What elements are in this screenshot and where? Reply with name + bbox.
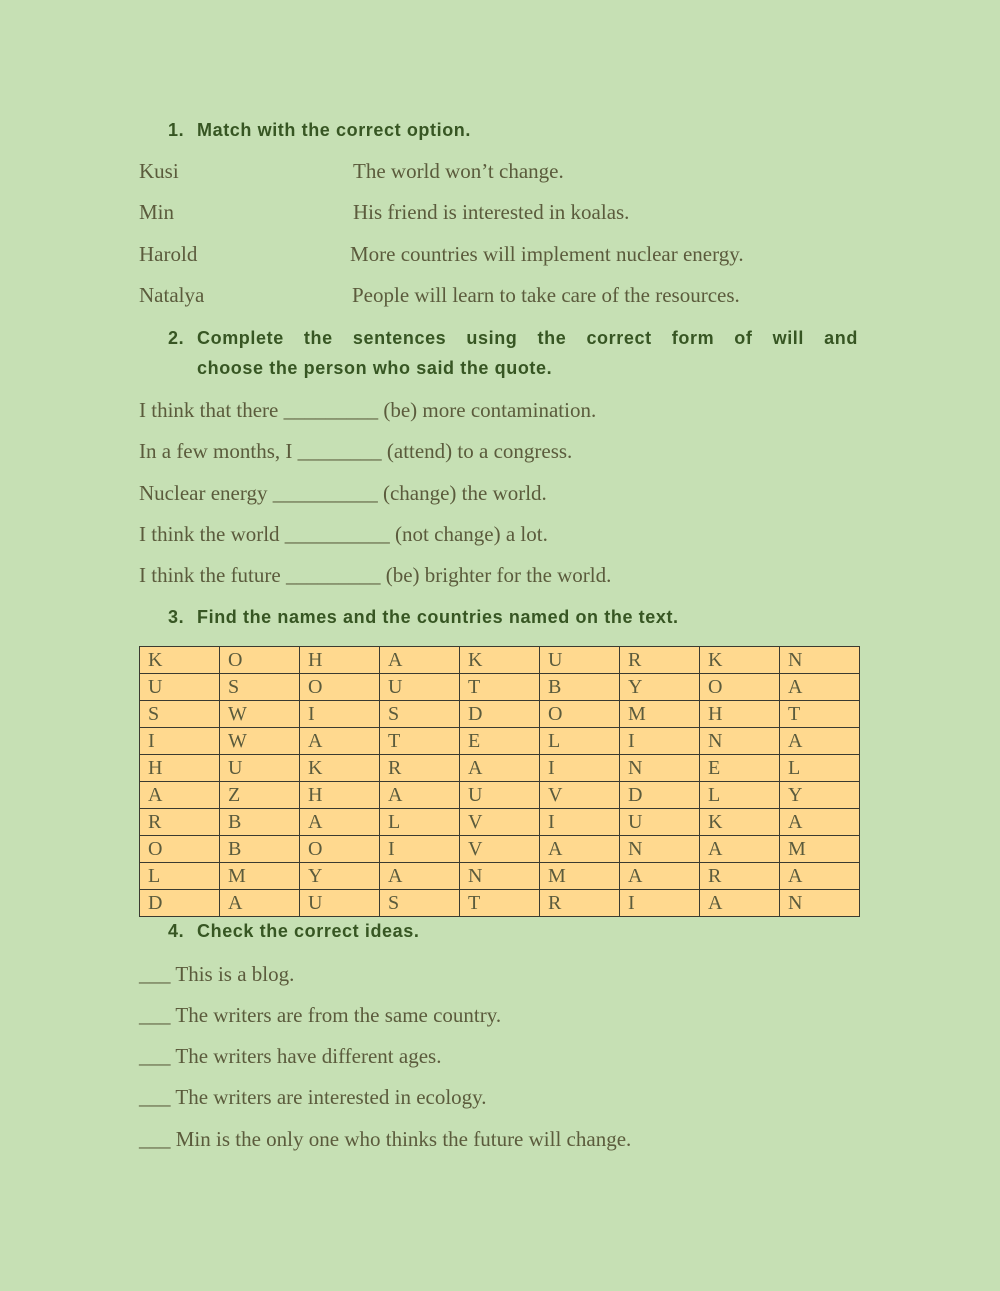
grid-cell[interactable]: O [700, 674, 780, 701]
grid-cell[interactable]: K [700, 809, 780, 836]
section-2-title-line-2: choose the person who said the quote. [197, 358, 553, 378]
grid-cell[interactable]: W [220, 728, 300, 755]
grid-cell[interactable]: U [300, 890, 380, 917]
grid-cell[interactable]: S [140, 701, 220, 728]
grid-cell[interactable]: Z [220, 782, 300, 809]
grid-cell[interactable]: Y [620, 674, 700, 701]
grid-cell[interactable]: U [140, 674, 220, 701]
grid-cell[interactable]: B [220, 836, 300, 863]
grid-cell[interactable]: K [300, 755, 380, 782]
grid-row [140, 647, 860, 674]
grid-cell[interactable]: A [380, 863, 460, 890]
grid-cell[interactable]: U [380, 674, 460, 701]
title-word: sentences [352, 328, 447, 348]
grid-cell[interactable]: L [140, 863, 220, 890]
grid-cell[interactable]: N [460, 863, 540, 890]
grid-cell[interactable]: M [780, 836, 860, 863]
grid-cell[interactable]: I [380, 836, 460, 863]
grid-cell[interactable]: A [780, 728, 860, 755]
check-item [139, 961, 294, 987]
grid-cell[interactable]: E [460, 728, 540, 755]
title-word: Complete [197, 328, 284, 348]
title-word: the [303, 328, 333, 348]
grid-row [140, 836, 860, 863]
check-item [139, 1043, 441, 1069]
grid-cell[interactable]: V [460, 809, 540, 836]
section-2-number: 2. [168, 328, 185, 348]
title-word: and [824, 328, 858, 348]
grid-cell[interactable]: S [220, 674, 300, 701]
grid-cell[interactable]: I [620, 890, 700, 917]
check-blank[interactable]: ___ [139, 1003, 171, 1027]
grid-cell[interactable]: A [220, 890, 300, 917]
section-3-title: Find the names and the countries named on the text. [197, 607, 679, 627]
grid-cell[interactable]: T [780, 701, 860, 728]
grid-cell[interactable]: B [540, 674, 620, 701]
match-name: Harold [139, 242, 198, 266]
grid-cell[interactable]: D [620, 782, 700, 809]
grid-cell[interactable]: H [300, 647, 380, 674]
check-blank[interactable]: ___ [139, 962, 171, 986]
grid-cell[interactable]: O [300, 836, 380, 863]
grid-cell[interactable]: R [700, 863, 780, 890]
grid-cell[interactable]: L [380, 809, 460, 836]
grid-cell[interactable]: O [140, 836, 220, 863]
title-word: form [671, 328, 715, 348]
grid-cell[interactable]: Y [780, 782, 860, 809]
sentence: I think the future _________ (be) brighter for the world. [139, 563, 612, 587]
grid-row [140, 782, 860, 809]
grid-cell[interactable]: W [220, 701, 300, 728]
grid-cell[interactable]: A [700, 836, 780, 863]
title-word: of [734, 328, 753, 348]
grid-cell[interactable]: D [140, 890, 220, 917]
grid-cell[interactable]: O [540, 701, 620, 728]
title-word: correct [586, 328, 652, 348]
section-1-title: Match with the correct option. [197, 120, 472, 140]
grid-cell[interactable]: A [620, 863, 700, 890]
grid-cell[interactable]: U [540, 647, 620, 674]
grid-cell[interactable]: S [380, 890, 460, 917]
grid-cell[interactable]: L [780, 755, 860, 782]
grid-cell[interactable]: A [700, 890, 780, 917]
grid-cell[interactable]: N [620, 836, 700, 863]
grid-row [140, 755, 860, 782]
grid-cell[interactable]: T [380, 728, 460, 755]
grid-cell[interactable]: I [540, 809, 620, 836]
check-blank[interactable]: ___ [139, 1085, 171, 1109]
check-item-text: Min is the only one who thinks the future will change. [175, 1127, 632, 1151]
section-4-number: 4. [168, 921, 185, 941]
section-3-number: 3. [168, 607, 185, 627]
grid-row [140, 674, 860, 701]
grid-cell[interactable]: A [380, 647, 460, 674]
grid-cell[interactable]: I [140, 728, 220, 755]
grid-cell[interactable]: A [140, 782, 220, 809]
check-item-text: The writers are interested in ecology. [175, 1085, 487, 1109]
match-name: Natalya [139, 283, 205, 307]
grid-cell[interactable]: M [620, 701, 700, 728]
grid-cell[interactable]: M [220, 863, 300, 890]
match-option: People will learn to take care of the resources. [352, 283, 740, 307]
match-option: The world won’t change. [353, 159, 564, 183]
grid-cell[interactable]: E [700, 755, 780, 782]
grid-cell[interactable]: U [620, 809, 700, 836]
check-item-text: The writers are from the same country. [175, 1003, 502, 1027]
grid-cell[interactable]: D [460, 701, 540, 728]
section-3-heading [168, 602, 679, 632]
grid-cell[interactable]: A [380, 782, 460, 809]
match-name: Min [139, 200, 175, 224]
grid-cell[interactable]: K [460, 647, 540, 674]
check-blank[interactable]: ___ [139, 1127, 171, 1151]
grid-cell[interactable]: I [540, 755, 620, 782]
grid-cell[interactable]: V [460, 836, 540, 863]
match-name: Kusi [139, 159, 179, 183]
grid-cell[interactable]: H [140, 755, 220, 782]
grid-cell[interactable]: H [700, 701, 780, 728]
section-2-heading [168, 323, 858, 383]
grid-cell[interactable]: A [300, 809, 380, 836]
section-1-heading [168, 115, 471, 145]
title-word: the [537, 328, 567, 348]
grid-cell[interactable]: N [700, 728, 780, 755]
grid-cell[interactable]: N [620, 755, 700, 782]
grid-cell[interactable]: T [460, 890, 540, 917]
grid-cell[interactable]: R [540, 890, 620, 917]
grid-cell[interactable]: T [460, 674, 540, 701]
grid-cell[interactable]: K [140, 647, 220, 674]
grid-cell[interactable]: L [540, 728, 620, 755]
grid-cell[interactable]: A [300, 728, 380, 755]
section-2-title-line-1 [168, 323, 858, 353]
section-4-heading [168, 916, 420, 946]
match-option: His friend is interested in koalas. [353, 200, 630, 224]
grid-cell[interactable]: R [140, 809, 220, 836]
title-word: will [772, 328, 805, 348]
grid-cell[interactable]: N [780, 890, 860, 917]
sentence: I think the world __________ (not change) a lot. [139, 522, 548, 546]
check-item [139, 1002, 501, 1028]
grid-cell[interactable]: B [220, 809, 300, 836]
grid-cell[interactable]: A [540, 836, 620, 863]
grid-cell[interactable]: K [700, 647, 780, 674]
grid-cell[interactable]: A [780, 863, 860, 890]
check-item [139, 1126, 631, 1152]
title-word: using [466, 328, 518, 348]
grid-cell[interactable]: O [220, 647, 300, 674]
check-item-text: This is a blog. [175, 962, 295, 986]
word-search-grid [139, 646, 860, 917]
grid-row [140, 701, 860, 728]
grid-cell[interactable]: L [700, 782, 780, 809]
match-option: More countries will implement nuclear energy. [350, 242, 744, 266]
section-1-number: 1. [168, 120, 185, 140]
grid-cell[interactable]: A [780, 809, 860, 836]
sentence: In a few months, I ________ (attend) to a congress. [139, 439, 573, 463]
grid-cell[interactable]: A [780, 674, 860, 701]
grid-cell[interactable]: Y [300, 863, 380, 890]
grid-cell[interactable]: O [300, 674, 380, 701]
check-blank[interactable]: ___ [139, 1044, 171, 1068]
grid-row [140, 890, 860, 917]
grid-row [140, 863, 860, 890]
grid-cell[interactable]: V [540, 782, 620, 809]
grid-cell[interactable]: R [620, 647, 700, 674]
grid-cell[interactable]: A [460, 755, 540, 782]
sentence: Nuclear energy __________ (change) the world. [139, 481, 547, 505]
grid-row [140, 809, 860, 836]
grid-cell[interactable]: I [620, 728, 700, 755]
grid-cell[interactable]: H [300, 782, 380, 809]
grid-cell[interactable]: I [300, 701, 380, 728]
sentence: I think that there _________ (be) more contamination. [139, 398, 597, 422]
grid-row [140, 728, 860, 755]
grid-cell[interactable]: U [220, 755, 300, 782]
check-item [139, 1084, 487, 1110]
section-4-title: Check the correct ideas. [197, 921, 420, 941]
grid-cell[interactable]: U [460, 782, 540, 809]
grid-cell[interactable]: R [380, 755, 460, 782]
check-item-text: The writers have different ages. [175, 1044, 442, 1068]
grid-cell[interactable]: M [540, 863, 620, 890]
grid-cell[interactable]: N [780, 647, 860, 674]
grid-cell[interactable]: S [380, 701, 460, 728]
